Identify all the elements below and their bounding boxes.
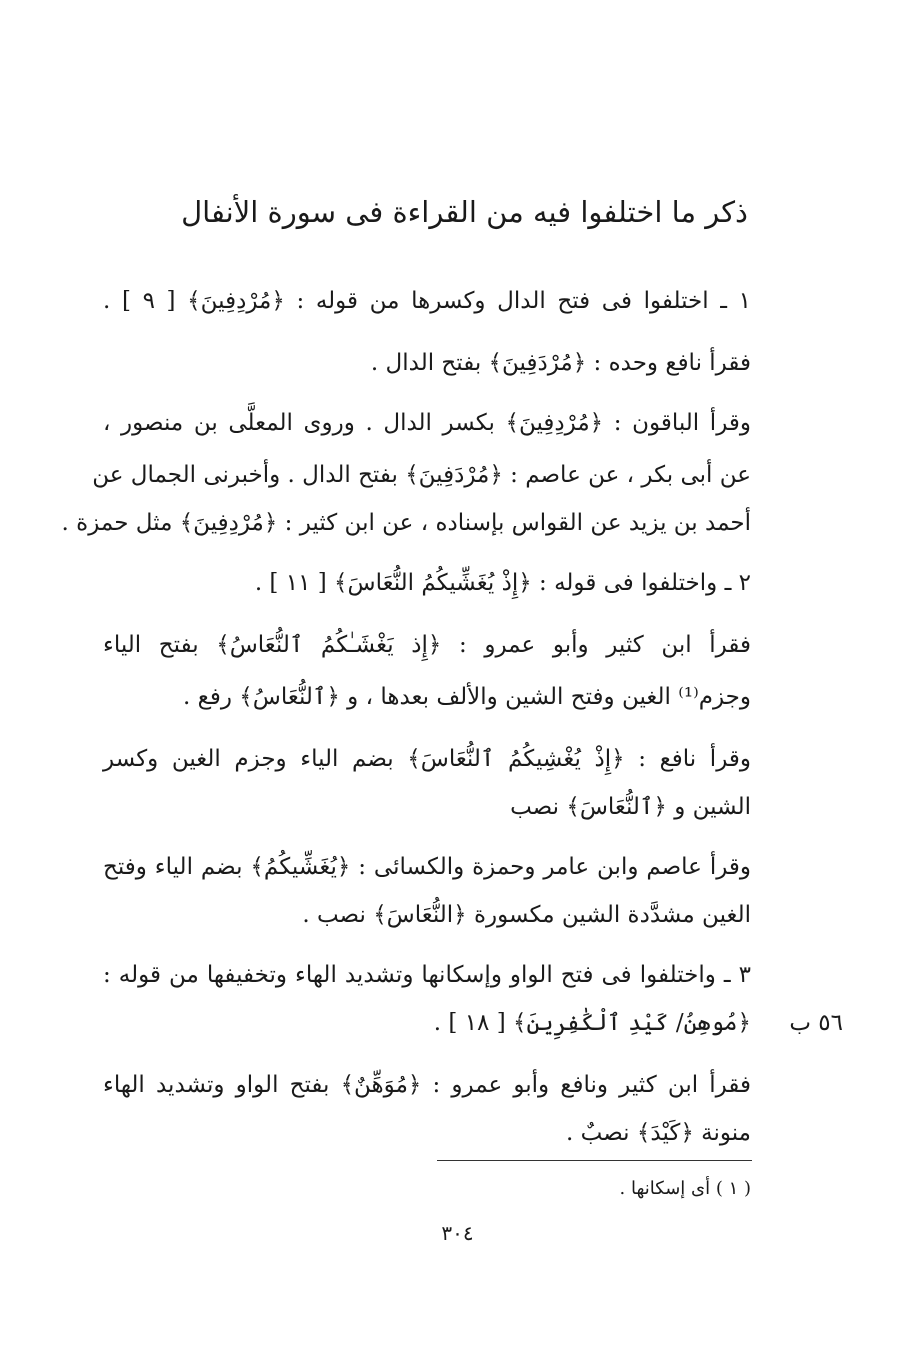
margin-folio-note: ٥٦ ب [789, 1010, 843, 1036]
text-line: فقرأ ابن كثير ونافع وأبو عمرو : ﴿مُوَهِّنٌ﴾ بفتح الواو وتشديد الهاء [103, 1072, 751, 1098]
chapter-title: ذكر ما اختلفوا فيه من القراءة فى سورة الأنفال [181, 195, 748, 229]
footnote: ( ١ ) أى إسكانها . [619, 1178, 751, 1199]
text-line: ١ ـ اختلفوا فى فتح الدال وكسرها من قوله : ﴿مُرْدِفِينَ﴾ [ ٩ ] . [103, 288, 752, 314]
footnote-divider [437, 1160, 752, 1161]
text-line: وقرأ الباقون : ﴿مُرْدِفِينَ﴾ بكسر الدال . وروى المعلَّى بن منصور ، [103, 410, 751, 436]
text-line: وقرأ نافع : ﴿إِذْ يُغْشِيكُمُ ٱلنُّعَاسَ﴾ بضم الياء وجزم الغين وكسر [103, 746, 751, 772]
text-line: ٢ ـ واختلفوا فى قوله : ﴿إِذْ يُغَشِّيكُمُ النُّعَاسَ﴾ [ ١١ ] . [254, 570, 751, 596]
text-line: أحمد بن يزيد عن القواس بإسناده ، عن ابن كثير : ﴿مُرْدِفِينَ﴾ مثل حمزة . [61, 510, 751, 536]
text-line: ﴿مُوهِنُ/ كَيْدِ ٱلْكَٰفِرِينَ﴾ [ ١٨ ] . [433, 1010, 751, 1036]
text-line: عن أبى بكر ، عن عاصم : ﴿مُرْدَفِينَ﴾ بفتح الدال . وأخبرنى الجمال عن [92, 462, 751, 488]
text-line: فقرأ نافع وحده : ﴿مُرْدَفِينَ﴾ بفتح الدال . [370, 350, 751, 376]
text-line: فقرأ ابن كثير وأبو عمرو : ﴿إِذ يَغْشَـٰكُمُ ٱلنُّعَاسُ﴾ بفتح الياء [103, 632, 751, 658]
text-line: منونة ﴿كَيْدَ﴾ نصبٌ . [566, 1120, 751, 1146]
text-line: وقرأ عاصم وابن عامر وحمزة والكسائى : ﴿يُغَشِّيكُمُ﴾ بضم الياء وفتح [103, 854, 751, 880]
text-line: الغين مشدَّدة الشين مكسورة ﴿النُّعَاسَ﴾ نصب . [302, 902, 751, 928]
text-line: ٣ ـ واختلفوا فى فتح الواو وإسكانها وتشديد الهاء وتخفيفها من قوله : [103, 962, 751, 988]
text-line: الشين و ﴿ٱلنُّعَاسَ﴾ نصب [510, 794, 751, 820]
page-number: ٣٠٤ [441, 1221, 474, 1245]
text-line: وجزم⁽¹⁾ الغين وفتح الشين والألف بعدها ، و ﴿ٱلنُّعَاسُ﴾ رفع . [183, 684, 751, 710]
